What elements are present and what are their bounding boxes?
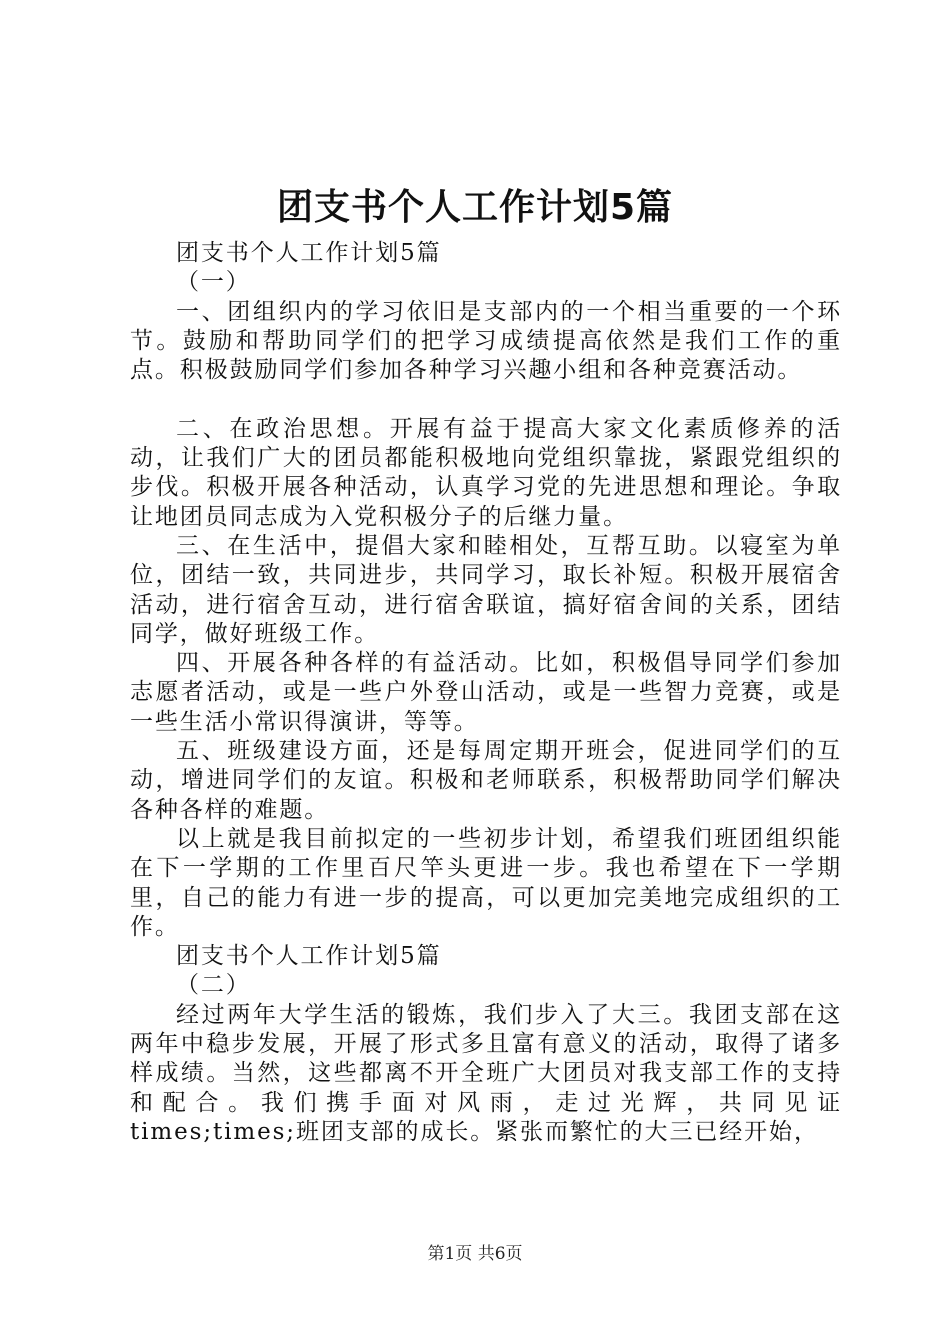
blank-line: [130, 385, 842, 414]
section-heading: 团支书个人工作计划5篇: [176, 240, 442, 266]
paragraph: 二、在政治思想。开展有益于提高大家文化素质修养的活动，让我们广大的团员都能积极地向党组织靠拢，紧跟党组织的步伐。积极开展各种活动，认真学习党的先进思想和理论。争取让地团员同志成为入党积极分子的后继力量。: [130, 415, 842, 530]
paragraph: 一、团组织内的学习依旧是支部内的一个相当重要的一个环节。鼓励和帮助同学们的把学习成绩提高依然是我们工作的重点。积极鼓励同学们参加各种学习兴趣小组和各种竞赛活动。: [130, 298, 842, 384]
section-number: （二）: [176, 972, 251, 999]
document-body: [130, 239, 842, 1147]
paragraph: 四、开展各种各样的有益活动。比如，积极倡导同学们参加志愿者活动，或是一些户外登山活动，或是一些智力竞赛，或是一些生活小常识得演讲，等等。: [130, 650, 842, 735]
page-footer: 第1页 共6页: [427, 1244, 523, 1264]
document-title: 团支书个人工作计划5篇: [276, 187, 674, 228]
paragraph: 三、在生活中，提倡大家和睦相处，互帮互助。以寝室为单位，团结一致，共同进步，共同学习，取长补短。积极开展宿舍活动，进行宿舍互动，进行宿舍联谊，搞好宿舍间的关系，团结同学，做好班级工作。: [130, 532, 842, 647]
paragraph: 经过两年大学生活的锻炼，我们步入了大三。我团支部在这两年中稳步发展，开展了形式多且富有意义的活动，取得了诸多样成绩。当然，这些都离不开全班广大团员对我支部工作的支持和配合。我们携手面对风雨，走过光辉，共同见证times;times;班团支部的成长。紧张而繁忙的大三已经开始，: [130, 1001, 842, 1145]
paragraph: 五、班级建设方面，还是每周定期开班会，促进同学们的互动，增进同学们的友谊。积极和老师联系，积极帮助同学们解决各种各样的难题。: [130, 738, 842, 823]
paragraph: 以上就是我目前拟定的一些初步计划，希望我们班团组织能在下一学期的工作里百尺竿头更进一步。我也希望在下一学期里，自己的能力有进一步的提高，可以更加完美地完成组织的工作。: [130, 825, 842, 940]
section-heading: 团支书个人工作计划5篇: [176, 943, 442, 970]
section-number: （一）: [176, 269, 251, 296]
